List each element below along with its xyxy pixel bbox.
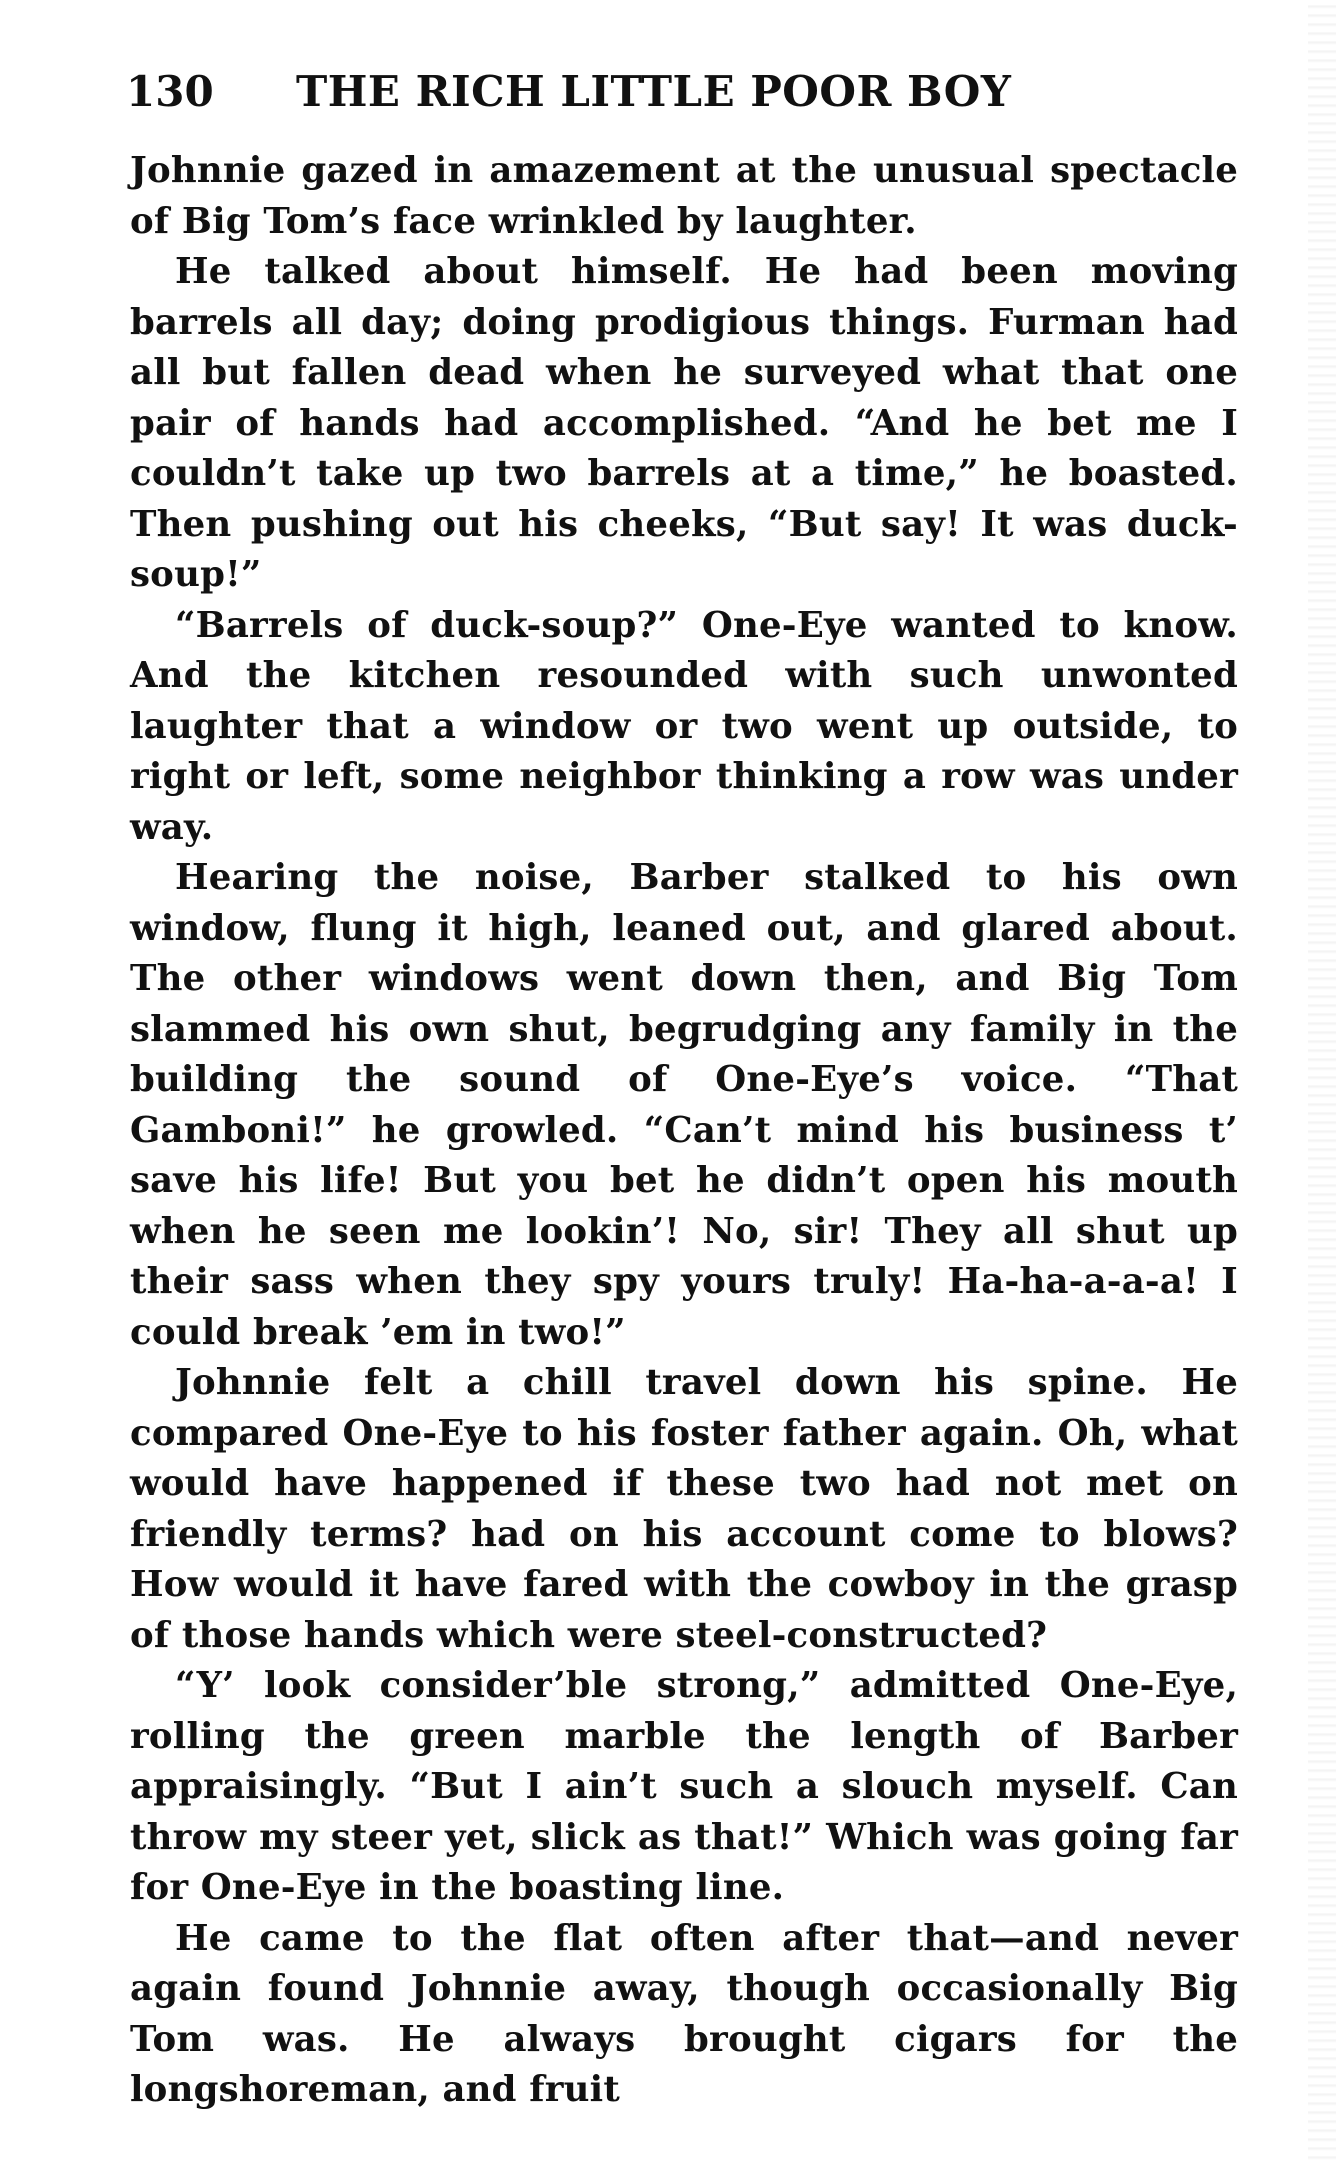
paragraph-4: Hearing the noise, Barber stalked to his own window, flung it high, leaned out, and glared about. The other windows went down then, and Big Tom slammed his own shut, begrudging any family in the building the sound of One-Eye’s voice. “That Gamboni!” he growled. “Can’t mind his business t’ save his life! But you bet he didn’t open his mouth when he seen me lookin’! No, sir! They all shut up their sass when they spy yours truly! Ha-ha-a-a-a! I could break ’em in two!” <box>130 857 1238 1353</box>
paragraph-2: He talked about himself. He had been moving barrels all day; doing prodigious things. Furman had all but fallen dead when he surveyed what that one pair of hands had accomplished. “And he bet me I couldn’t take up two barrels at a time,” he boasted. Then pushing out his cheeks, “But say! It was duck-soup!” <box>130 251 1238 595</box>
running-title: THE RICH LITTLE POOR BOY <box>296 67 1012 116</box>
paragraph-3: “Barrels of duck-soup?” One-Eye wanted to know. And the kitchen resounded with such unwonted laughter that a window or two went up outside, to right or left, some neighbor thinking a row was under way. <box>130 604 1238 848</box>
body-text <box>130 146 1238 2116</box>
page-header <box>126 64 1126 126</box>
paragraph-1: Johnnie gazed in amazement at the unusual spectacle of Big Tom’s face wrinkled by laughter. <box>130 150 1238 242</box>
paragraph-7: He came to the flat often after that—and never again found Johnnie away, though occasionally Big Tom was. He always brought cigars for the longshoreman, and fruit <box>130 1917 1238 2110</box>
page-edge <box>1308 0 1336 2161</box>
paragraph-6: “Y’ look consider’ble strong,” admitted One-Eye, rolling the green marble the length of Barber appraisingly. “But I ain’t such a slouch myself. Can throw my steer yet, slick as that!” Which was going far for One-Eye in the boasting line. <box>130 1665 1238 1908</box>
paragraph-5: Johnnie felt a chill travel down his spine. He compared One-Eye to his foster father again. Oh, what would have happened if these two had not met on friendly terms? had on his account come to blows? How would it have fared with the cowboy in the grasp of those hands which were steel-constructed? <box>130 1362 1238 1656</box>
page-number: 130 <box>126 67 214 116</box>
